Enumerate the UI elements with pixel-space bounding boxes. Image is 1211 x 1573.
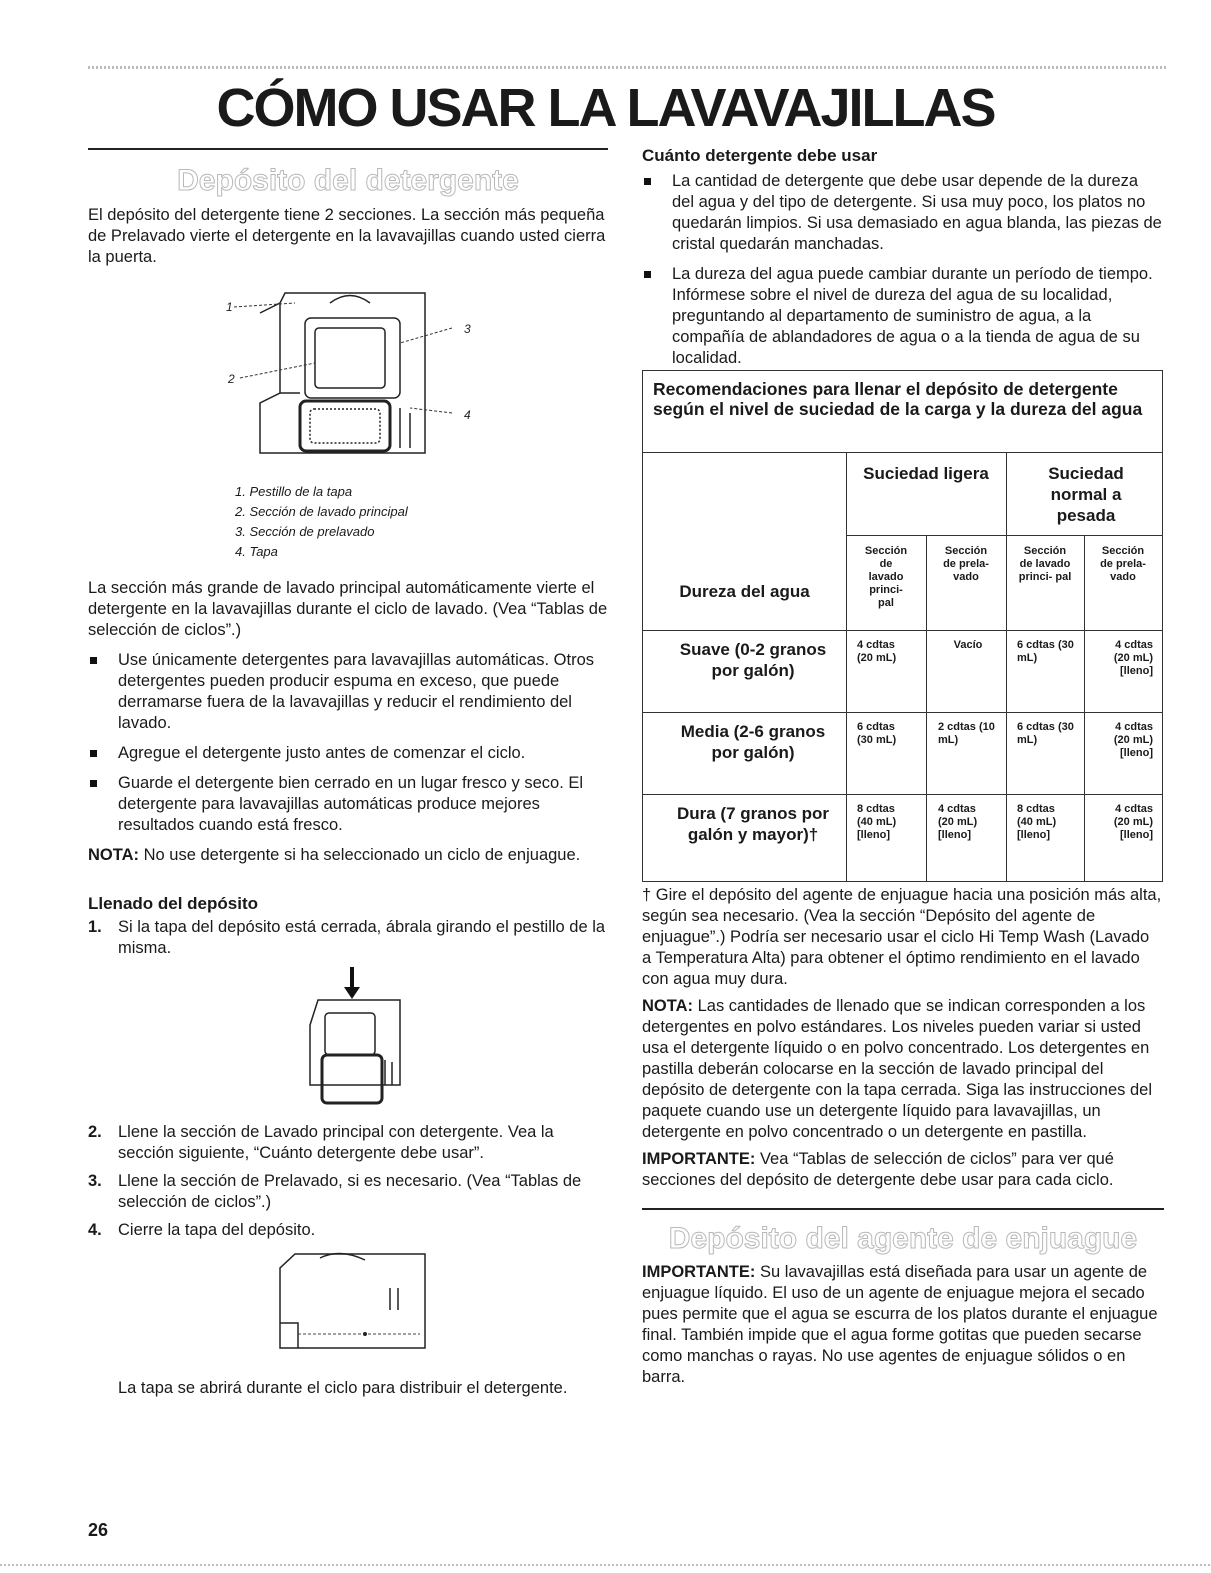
rinse-text: Su lavavajillas está diseñada para usar un agente de enjuague líquido. El uso de un agente de enjuague mejora el secado pues permite que el agua se escurra de los platos durante el enjuague final. También impide que el agua forme gotitas que pueden secarse como manchas o rayas. No use agentes de enjuague sólidos o en barra. xyxy=(642,1263,1158,1386)
right-body xyxy=(642,885,1162,1191)
bullet-item: La dureza del agua puede cambiar durante un período de tiempo. Infórmese sobre el nivel de dureza del agua de su localidad, preguntando al departamento de suministro de agua, a la compañía de ablandadores de agua o a la tienda de agua de su localidad. xyxy=(642,264,1162,369)
page-title: CÓMO USAR LA LAVAVAJILLAS xyxy=(216,78,995,138)
callout-1: 1 xyxy=(226,300,233,314)
bullet-item: Use únicamente detergentes para lavavajillas automáticas. Otros detergentes pueden producir espuma en exceso, que puede derramarse fuera de la lavavajillas y reducir el rendimiento del lavado. xyxy=(88,650,608,734)
table-cell: 4 cdtas (20 mL) xyxy=(857,639,897,664)
subcol-main-wash: Sección de lavado princi- pal xyxy=(864,545,908,609)
note-text: Las cantidades de llenado que se indican corresponden a los detergentes en polvo estándares. Los niveles pueden variar si usted usa el detergente líquido o en polvo concentrado. Los detergentes en pastilla deberán colocarse en la sección de lavado principal del depósito de detergente con la tapa cerrada. Siga las instrucciones del paquete cuando use un detergente líquido para lavavajillas, un detergente en polvo concentrado o un detergente en pastilla. xyxy=(642,997,1152,1141)
detergent-section-title: Depósito del detergente xyxy=(177,164,519,197)
fill-section xyxy=(88,893,608,966)
note-text: No use detergente si ha seleccionado un ciclo de enjuague. xyxy=(139,846,581,864)
how-much-heading: Cuánto detergente debe usar xyxy=(642,146,878,165)
callout-2: 2 xyxy=(228,372,235,386)
step-text: Llene la sección de Prelavado, si es necesario. (Vea “Tablas de selección de ciclos”.) xyxy=(118,1172,582,1211)
bottom-dotted-rule xyxy=(0,1564,1211,1566)
table-cell: 6 cdtas (30 mL) xyxy=(1017,639,1074,664)
table-cell: 6 cdtas (30 mL) xyxy=(1017,721,1074,746)
dispenser-diagram xyxy=(220,283,490,478)
row-header-water-hardness: Dureza del agua xyxy=(679,582,810,601)
note-label: NOTA: xyxy=(88,846,140,864)
rinse-important-label: IMPORTANTE: xyxy=(642,1263,756,1281)
diagram-captions xyxy=(235,482,535,562)
step-4 xyxy=(88,1220,608,1241)
caption-latch: 1. Pestillo de la tapa xyxy=(235,484,353,499)
detergent-bullets xyxy=(88,650,608,836)
table-cell: Vacío xyxy=(953,639,983,651)
table-title: Recomendaciones para llenar el depósito de detergente según el nivel de suciedad de la carga y la dureza del agua xyxy=(643,371,1162,453)
bullet-item: La cantidad de detergente que debe usar depende de la dureza del agua y del tipo de detergente. Si usa muy poco, los platos no quedarán limpios. Si usa demasiado en agua blanda, las piezas de cristal quedarán manchadas. xyxy=(642,171,1162,255)
step-number: 3. xyxy=(88,1172,102,1190)
rinse-section-rule xyxy=(642,1208,1164,1210)
step-number: 4. xyxy=(88,1221,102,1239)
callout-4: 4 xyxy=(464,408,471,422)
important-paragraph xyxy=(642,1149,1162,1191)
closing-line xyxy=(118,1378,618,1399)
step-number: 1. xyxy=(88,918,102,936)
rinse-paragraph xyxy=(642,1262,1162,1388)
table-divider xyxy=(926,535,927,881)
table-cell: 6 cdtas (30 mL) xyxy=(857,721,897,746)
table-divider xyxy=(643,712,1162,713)
table-divider xyxy=(846,453,847,881)
important-text: Vea “Tablas de selección de ciclos” para ver qué secciones del depósito de detergente debe usar para cada ciclo. xyxy=(642,1150,1114,1189)
left-body xyxy=(88,578,608,866)
note-paragraph xyxy=(88,845,608,866)
subcol-prewash: Sección de prela- vado xyxy=(943,545,989,583)
note-label: NOTA: xyxy=(642,997,694,1015)
table-divider xyxy=(1084,535,1085,881)
table-cell: 2 cdtas (10 mL) xyxy=(938,721,995,746)
note-paragraph xyxy=(642,996,1162,1143)
open-lid-diagram xyxy=(300,965,410,1115)
table-divider xyxy=(846,535,1162,536)
caption-main-wash: 2. Sección de lavado principal xyxy=(235,504,408,519)
step-3 xyxy=(88,1171,608,1213)
fill-heading: Llenado del depósito xyxy=(88,894,259,913)
table-cell: 4 cdtas (20 mL) [lleno] xyxy=(1113,803,1153,841)
group-normal-heavy-soil: Suciedad normal a pesada xyxy=(1048,464,1124,525)
closed-lid-diagram xyxy=(270,1248,430,1363)
row-label-soft: Suave (0-2 granos por galón) xyxy=(679,640,827,680)
fill-steps-continued xyxy=(88,1122,608,1248)
bullet-item: Agregue el detergente justo antes de comenzar el ciclo. xyxy=(88,743,608,764)
step-2 xyxy=(88,1122,608,1164)
top-dotted-rule xyxy=(88,66,1168,69)
how-much-section xyxy=(642,145,1162,378)
table-divider xyxy=(643,794,1162,795)
step-text: Si la tapa del depósito está cerrada, ábrala girando el pestillo de la misma. xyxy=(118,918,606,957)
rinse-section-title: Depósito del agente de enjuague xyxy=(668,1222,1138,1255)
row-label-hard: Dura (7 granos por galón y mayor)† xyxy=(676,804,830,844)
step-number: 2. xyxy=(88,1123,102,1141)
table-divider xyxy=(643,630,1162,631)
table-cell: 8 cdtas (40 mL) [lleno] xyxy=(857,803,897,841)
table-divider xyxy=(1006,453,1007,881)
group-light-soil: Suciedad ligera xyxy=(863,464,989,483)
page-number: 26 xyxy=(88,1520,109,1540)
subcol-main-wash: Sección de lavado princi- pal xyxy=(1018,545,1072,583)
table-cell: 4 cdtas (20 mL) [lleno] xyxy=(938,803,978,841)
closing-paragraph: La tapa se abrirá durante el ciclo para distribuir el detergente. xyxy=(118,1379,568,1397)
bullet-item: Guarde el detergente bien cerrado en un lugar fresco y seco. El detergente para lavavajillas automáticas produce mejores resultados cuando está fresco. xyxy=(88,773,608,836)
step-text: Cierre la tapa del depósito. xyxy=(118,1221,316,1239)
step-1 xyxy=(88,917,608,959)
caption-lid: 4. Tapa xyxy=(235,544,278,559)
step-text: Llene la sección de Lavado principal con detergente. Vea la sección siguiente, “Cuánto detergente debe usar”. xyxy=(118,1123,554,1162)
important-label: IMPORTANTE: xyxy=(642,1150,756,1168)
table-cell: 8 cdtas (40 mL) [lleno] xyxy=(1017,803,1057,841)
caption-prewash: 3. Sección de prelavado xyxy=(235,524,375,539)
rinse-body xyxy=(642,1262,1162,1388)
main-wash-paragraph: La sección más grande de lavado principal automáticamente vierte el detergente en la lavavajillas durante el ciclo de lavado. (Vea “Tablas de selección de ciclos”.) xyxy=(88,579,608,639)
intro-paragraph: El depósito del detergente tiene 2 secciones. La sección más pequeña de Prelavado vierte el detergente en la lavavajillas cuando usted cierra la puerta. xyxy=(88,206,606,266)
row-label-medium: Media (2-6 granos por galón) xyxy=(680,722,826,762)
left-section-rule xyxy=(88,148,608,150)
table-cell: 4 cdtas (20 mL) [lleno] xyxy=(1113,639,1153,677)
left-intro xyxy=(88,205,608,268)
callout-3: 3 xyxy=(464,322,471,336)
table-cell: 4 cdtas (20 mL) [lleno] xyxy=(1113,721,1153,759)
how-much-bullets xyxy=(642,171,1162,369)
footnote: † Gire el depósito del agente de enjuague hacia una posición más alta, según sea necesario. (Vea la sección “Depósito del agente de enjuague”.) Podría ser necesario usar el ciclo Hi Temp Wash (Lavado a Temperatura Alta) para obtener el óptimo rendimiento en el lavado con agua muy dura. xyxy=(642,886,1162,988)
fill-steps xyxy=(88,917,608,959)
subcol-prewash: Sección de prela- vado xyxy=(1100,545,1146,583)
detergent-recommendation-table xyxy=(642,370,1163,882)
